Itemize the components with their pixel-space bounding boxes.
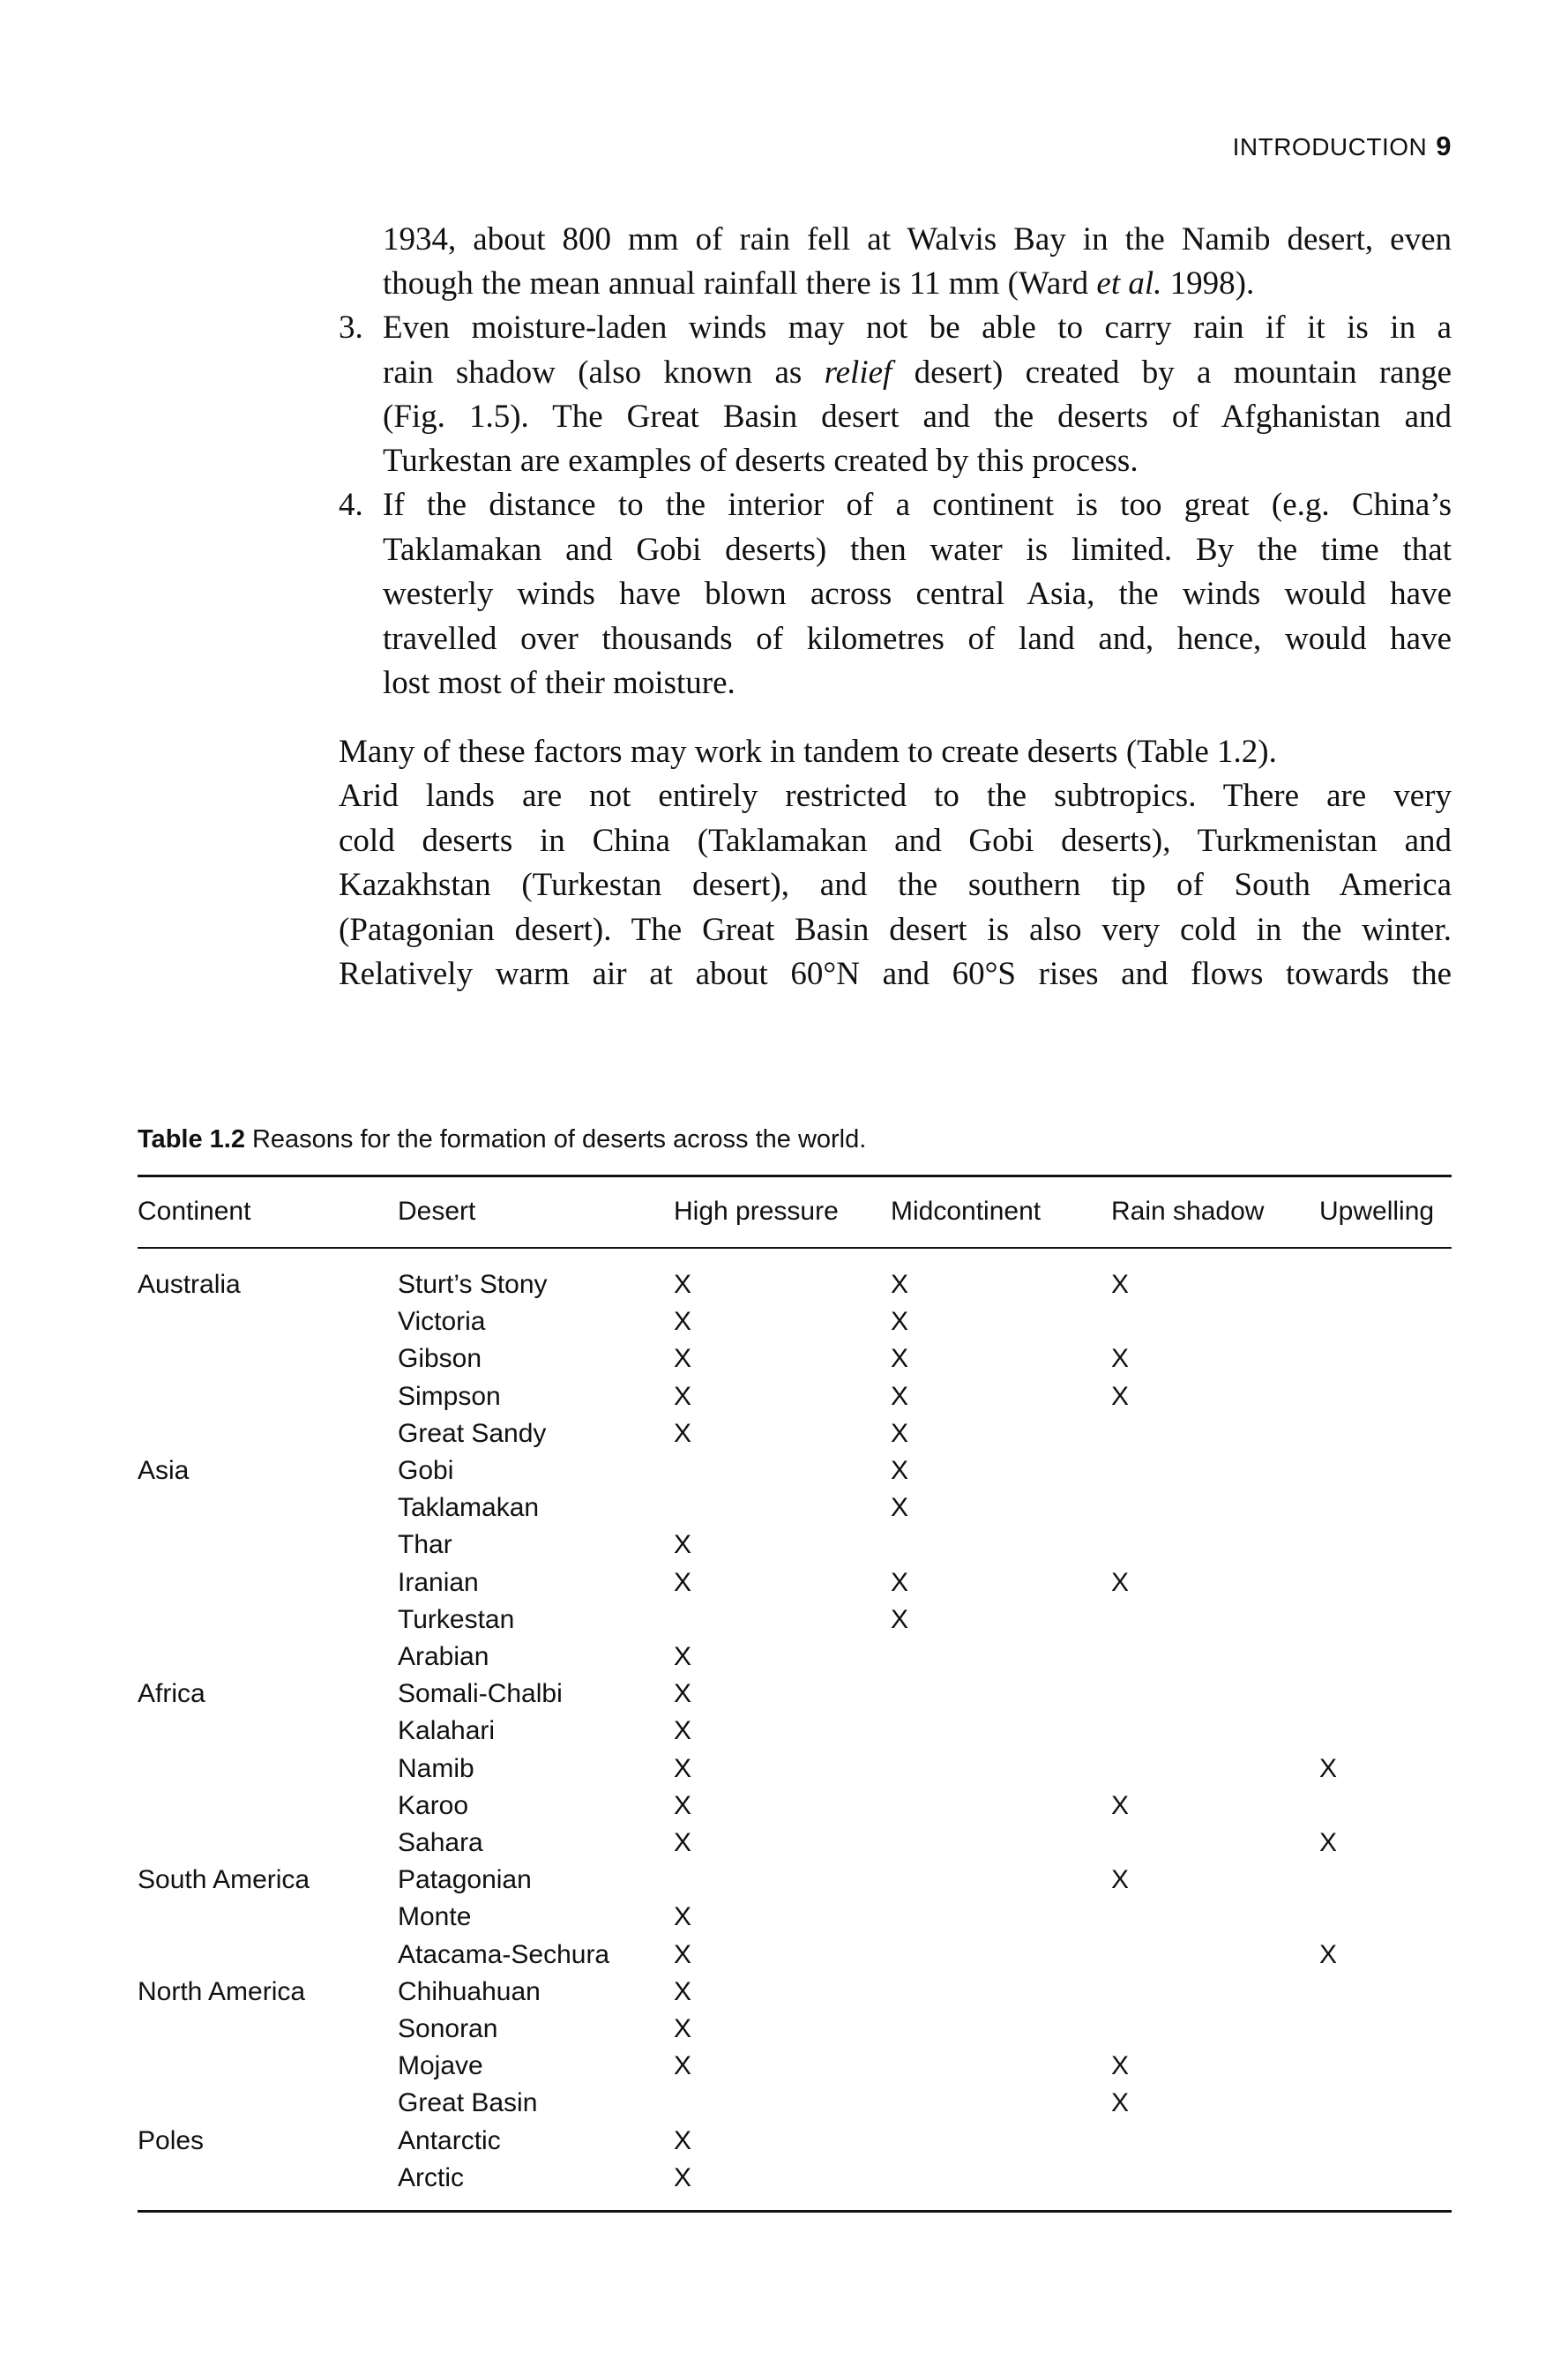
body-line <box>339 730 1277 774</box>
cell-desert: Mojave <box>398 2051 483 2081</box>
text-segment: (Patagonian desert). The Great Basin desert is also very cold in the winter. <box>339 912 1452 948</box>
cell-desert: Arabian <box>398 1642 489 1671</box>
cell-continent: Asia <box>138 1456 190 1485</box>
cell-midcontinent: X <box>891 1307 909 1337</box>
body-line <box>339 819 1452 863</box>
cell-rain-shadow: X <box>1111 2051 1130 2081</box>
cell-upwelling: X <box>1319 1939 1338 1969</box>
cell-rain-shadow: X <box>1111 1381 1130 1411</box>
cell-rain-shadow: X <box>1111 1344 1130 1374</box>
cell-desert: Turkestan <box>398 1604 515 1634</box>
table-top-rule <box>138 1175 1452 1177</box>
cell-continent: South America <box>138 1865 310 1895</box>
cell-high-pressure: X <box>674 2051 692 2081</box>
text-segment: Kazakhstan (Turkestan desert), and the southern tip of South America <box>339 867 1452 903</box>
cell-high-pressure: X <box>674 1939 692 1969</box>
cell-high-pressure: X <box>674 1976 692 2006</box>
cell-high-pressure: X <box>674 2125 692 2155</box>
body-line <box>383 528 1452 572</box>
cell-midcontinent: X <box>891 1344 909 1374</box>
text-segment: lost most of their moisture. <box>383 665 735 701</box>
cell-desert: Sahara <box>398 1828 483 1857</box>
page-number: 9 <box>1436 131 1452 161</box>
cell-high-pressure: X <box>674 1902 692 1932</box>
cell-desert: Arctic <box>398 2162 464 2192</box>
cell-high-pressure: X <box>674 2014 692 2043</box>
cell-desert: Victoria <box>398 1307 486 1337</box>
body-line <box>383 483 1452 527</box>
cell-high-pressure: X <box>674 1530 692 1560</box>
text-segment: 1934, about 800 mm of rain fell at Walvis Bay in the Namib desert, even <box>383 221 1452 258</box>
column-header-continent: Continent <box>138 1197 251 1226</box>
cell-desert: Chihuahuan <box>398 1976 541 2006</box>
cell-midcontinent: X <box>891 1567 909 1597</box>
body-line <box>339 908 1452 952</box>
cell-high-pressure: X <box>674 1344 692 1374</box>
text-segment: rain shadow (also known as <box>383 355 825 391</box>
italic-text: relief <box>824 355 892 391</box>
cell-desert: Monte <box>398 1902 472 1932</box>
cell-desert: Gibson <box>398 1344 482 1374</box>
cell-high-pressure: X <box>674 1307 692 1337</box>
body-line <box>383 351 1452 395</box>
table-bottom-rule <box>138 2210 1452 2213</box>
text-segment: 1998). <box>1161 265 1255 302</box>
text-segment: westerly winds have blown across central Asia, the winds would have <box>383 576 1452 612</box>
body-line <box>383 395 1452 439</box>
cell-midcontinent: X <box>891 1270 909 1299</box>
cell-midcontinent: X <box>891 1456 909 1485</box>
cell-high-pressure: X <box>674 1716 692 1746</box>
cell-midcontinent: X <box>891 1418 909 1448</box>
cell-high-pressure: X <box>674 1567 692 1597</box>
body-line <box>383 262 1254 306</box>
cell-rain-shadow: X <box>1111 2088 1130 2118</box>
cell-midcontinent: X <box>891 1604 909 1634</box>
cell-continent: Australia <box>138 1270 241 1299</box>
text-segment: If the distance to the interior of a continent is too great (e.g. China’s <box>383 487 1452 523</box>
section-title: INTRODUCTION <box>1232 133 1428 161</box>
cell-rain-shadow: X <box>1111 1865 1130 1895</box>
cell-rain-shadow: X <box>1111 1270 1130 1299</box>
table-header-rule <box>138 1247 1452 1249</box>
body-line <box>339 863 1452 907</box>
cell-high-pressure: X <box>674 1790 692 1820</box>
cell-high-pressure: X <box>674 1679 692 1709</box>
cell-desert: Namib <box>398 1753 474 1783</box>
table-caption-text: Reasons for the formation of deserts across the world. <box>251 1125 867 1153</box>
cell-desert: Antarctic <box>398 2125 501 2155</box>
body-line <box>383 306 1452 350</box>
text-segment: Turkestan are examples of deserts created by this process. <box>383 443 1139 479</box>
cell-desert: Sturt’s Stony <box>398 1270 548 1299</box>
table-label: Table 1.2 <box>138 1125 245 1153</box>
cell-high-pressure: X <box>674 1418 692 1448</box>
cell-desert: Great Basin <box>398 2088 538 2118</box>
column-header-rain-shadow: Rain shadow <box>1111 1197 1265 1226</box>
text-segment: (Fig. 1.5). The Great Basin desert and the deserts of Afghanistan and <box>383 399 1452 435</box>
cell-desert: Great Sandy <box>398 1418 547 1448</box>
cell-desert: Thar <box>398 1530 452 1560</box>
body-line <box>383 661 735 705</box>
cell-desert: Kalahari <box>398 1716 496 1746</box>
list-number-4: 4. <box>339 487 363 523</box>
cell-high-pressure: X <box>674 2162 692 2192</box>
cell-upwelling: X <box>1319 1753 1338 1783</box>
cell-high-pressure: X <box>674 1642 692 1671</box>
cell-high-pressure: X <box>674 1270 692 1299</box>
cell-desert: Sonoran <box>398 2014 498 2043</box>
cell-midcontinent: X <box>891 1381 909 1411</box>
cell-desert: Taklamakan <box>398 1493 540 1523</box>
body-line <box>339 774 1452 818</box>
cell-rain-shadow: X <box>1111 1567 1130 1597</box>
cell-desert: Simpson <box>398 1381 501 1411</box>
cell-desert: Somali-Chalbi <box>398 1679 563 1709</box>
body-line <box>383 439 1139 483</box>
column-header-desert: Desert <box>398 1197 476 1226</box>
table-caption <box>138 1125 866 1154</box>
text-segment: cold deserts in China (Taklamakan and Gobi deserts), Turkmenistan and <box>339 823 1452 859</box>
cell-midcontinent: X <box>891 1493 909 1523</box>
cell-desert: Patagonian <box>398 1865 532 1895</box>
cell-desert: Iranian <box>398 1567 479 1597</box>
body-line <box>383 572 1452 616</box>
text-segment: Many of these factors may work in tandem to create deserts (Table 1.2). <box>339 734 1277 770</box>
text-segment: Relatively warm air at about 60°N and 60°S rises and flows towards the <box>339 956 1452 992</box>
cell-continent: North America <box>138 1976 306 2006</box>
column-header-high-pressure: High pressure <box>674 1197 839 1226</box>
text-segment: Even moisture-laden winds may not be able to carry rain if it is in a <box>383 310 1452 346</box>
italic-text: et al. <box>1096 265 1162 302</box>
text-segment: travelled over thousands of kilometres of land and, hence, would have <box>383 621 1452 657</box>
body-line <box>339 952 1452 997</box>
cell-desert: Atacama-Sechura <box>398 1939 610 1969</box>
text-segment: though the mean annual rainfall there is 11 mm (Ward <box>383 265 1097 302</box>
body-line <box>383 617 1452 661</box>
cell-upwelling: X <box>1319 1828 1338 1857</box>
cell-high-pressure: X <box>674 1828 692 1857</box>
column-header-midcontinent: Midcontinent <box>891 1197 1042 1226</box>
text-segment: Taklamakan and Gobi deserts) then water is limited. By the time that <box>383 532 1452 568</box>
column-header-upwelling: Upwelling <box>1319 1197 1435 1226</box>
cell-high-pressure: X <box>674 1381 692 1411</box>
cell-continent: Poles <box>138 2125 205 2155</box>
body-line <box>383 218 1452 262</box>
running-head <box>1233 131 1452 162</box>
cell-high-pressure: X <box>674 1753 692 1783</box>
cell-desert: Karoo <box>398 1790 469 1820</box>
cell-continent: Africa <box>138 1679 205 1709</box>
list-number-3: 3. <box>339 310 363 346</box>
cell-desert: Gobi <box>398 1456 454 1485</box>
text-segment: Arid lands are not entirely restricted to the subtropics. There are very <box>339 778 1452 814</box>
cell-rain-shadow: X <box>1111 1790 1130 1820</box>
text-segment: desert) created by a mountain range <box>892 355 1452 391</box>
